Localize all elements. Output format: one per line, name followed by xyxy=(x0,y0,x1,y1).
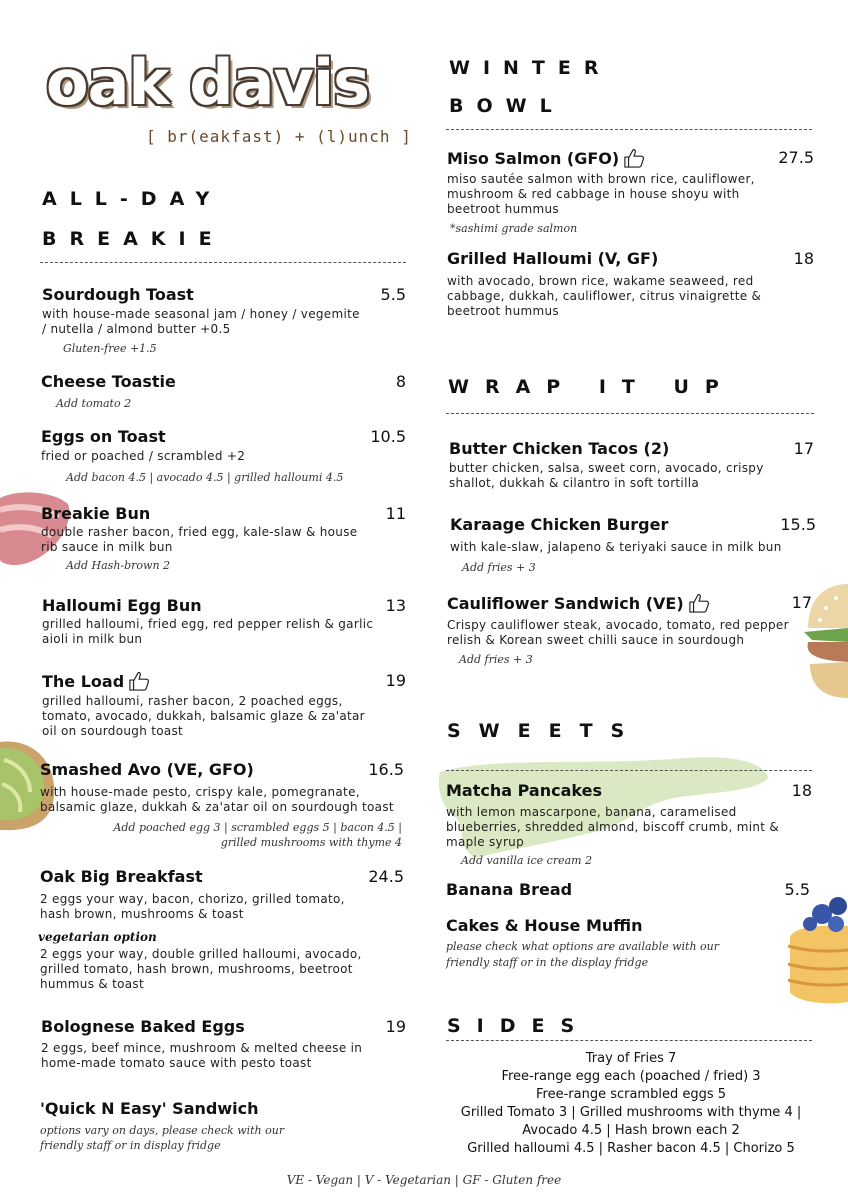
item-note: Add poached egg 3 | scrambled eggs 5 | bacon 4.5 | xyxy=(113,821,402,834)
item-description: mushroom & red cabbage in house shoyu with xyxy=(447,187,740,201)
vegetarian-option-label: vegetarian option xyxy=(38,930,157,944)
item-description: / nutella / almond butter +0.5 xyxy=(42,322,231,336)
section-divider xyxy=(446,129,812,130)
sides-line: Grilled halloumi 4.5 | Rasher bacon 4.5 | Chorizo 5 xyxy=(467,1141,795,1156)
thumbs-up-icon xyxy=(128,671,150,691)
section-divider xyxy=(40,262,406,263)
item-price: 16.5 xyxy=(368,760,404,779)
item-description: cabbage, dukkah, cauliflower, citrus vinaigrette & xyxy=(447,289,762,303)
item-name: Bolognese Baked Eggs xyxy=(41,1017,245,1036)
item-name: Miso Salmon (GFO) xyxy=(447,149,620,168)
item-description: with lemon mascarpone, banana, caramelised xyxy=(446,805,737,819)
item-description: 2 eggs your way, bacon, chorizo, grilled tomato, xyxy=(40,892,345,906)
item-description: balsamic glaze, dukkah & za'atar oil on sourdough toast xyxy=(40,800,394,814)
section-winter-title-line2: BOWL xyxy=(449,95,565,117)
sides-line: Free-range egg each (poached / fried) 3 xyxy=(501,1069,761,1084)
item-name: Matcha Pancakes xyxy=(446,781,602,800)
section-winter-title-line1: WINTER xyxy=(449,57,612,79)
item-note: Add Hash-brown 2 xyxy=(66,559,171,572)
item-name: Banana Bread xyxy=(446,880,573,899)
item-price: 24.5 xyxy=(368,867,404,886)
item-description: fried or poached / scrambled +2 xyxy=(41,449,246,463)
item-name: Smashed Avo (VE, GFO) xyxy=(40,760,254,779)
item-description: beetroot hummus xyxy=(447,304,559,318)
item-description: butter chicken, salsa, sweet corn, avocado, crispy xyxy=(449,461,764,475)
section-divider xyxy=(446,770,812,771)
item-name: Grilled Halloumi (V, GF) xyxy=(447,249,659,268)
item-description: with house-made seasonal jam / honey / vegemite xyxy=(42,307,360,321)
thumbs-up-icon xyxy=(623,148,645,168)
section-divider xyxy=(446,413,814,414)
item-name-load xyxy=(42,671,150,691)
sides-line: Free-range scrambled eggs 5 xyxy=(535,1087,727,1102)
item-name: 'Quick N Easy' Sandwich xyxy=(40,1099,259,1118)
item-price: 13 xyxy=(385,596,406,615)
section-breakie-title-line1: ALL-DAY xyxy=(42,188,223,210)
item-note: Gluten-free +1.5 xyxy=(63,342,157,355)
item-description: 2 eggs your way, double grilled halloumi, avocado, xyxy=(40,947,362,961)
item-name: Cheese Toastie xyxy=(41,372,176,391)
item-price: 10.5 xyxy=(370,427,406,446)
sides-line: Grilled Tomato 3 | Grilled mushrooms with thyme 4 | xyxy=(460,1105,802,1120)
item-name: Butter Chicken Tacos (2) xyxy=(449,439,670,458)
item-price: 8 xyxy=(395,372,406,391)
item-description: hummus & toast xyxy=(40,977,144,991)
item-description: with avocado, brown rice, wakame seaweed, red xyxy=(447,274,754,288)
item-name: Sourdough Toast xyxy=(42,285,194,304)
thumbs-up-icon xyxy=(688,593,710,613)
brand-tagline: [ br(eakfast) + (l)unch ] xyxy=(146,127,412,146)
item-price: 5.5 xyxy=(380,285,406,304)
item-note: grilled mushrooms with thyme 4 xyxy=(220,836,402,849)
item-name: Oak Big Breakfast xyxy=(40,867,203,886)
item-note: *sashimi grade salmon xyxy=(450,222,578,235)
item-price: 18 xyxy=(793,249,814,268)
item-price: 5.5 xyxy=(784,880,810,899)
section-breakie-title-line2: BREAKIE xyxy=(42,228,225,250)
brand-logo: oak davis xyxy=(46,46,370,119)
item-description: rib sauce in milk bun xyxy=(41,540,173,554)
item-description: maple syrup xyxy=(446,835,525,849)
item-note: Add fries + 3 xyxy=(459,653,533,666)
item-description: shallot, dukkah & cilantro in soft tortilla xyxy=(449,476,699,490)
item-price: 15.5 xyxy=(780,515,816,534)
item-description: miso sautée salmon with brown rice, cauliflower, xyxy=(447,172,755,186)
sides-line: Tray of Fries 7 xyxy=(585,1051,677,1066)
item-note: Add vanilla ice cream 2 xyxy=(461,854,593,867)
item-note: Add fries + 3 xyxy=(462,561,536,574)
item-description: 2 eggs, beef mince, mushroom & melted cheese in xyxy=(41,1041,363,1055)
sides-line: Avocado 4.5 | Hash brown each 2 xyxy=(522,1123,740,1138)
pancakes-image xyxy=(780,880,848,1008)
item-note: options vary on days, please check with our xyxy=(40,1124,285,1137)
item-price: 19 xyxy=(385,1017,406,1036)
item-name: Karaage Chicken Burger xyxy=(450,515,669,534)
item-name: Halloumi Egg Bun xyxy=(42,596,202,615)
item-price: 18 xyxy=(791,781,812,800)
item-name: Cauliflower Sandwich (VE) xyxy=(447,594,684,613)
item-description: relish & Korean sweet chilli sauce in sourdough xyxy=(447,633,745,647)
item-note: Add tomato 2 xyxy=(56,397,132,410)
item-description: with kale-slaw, jalapeno & teriyaki sauce in milk bun xyxy=(450,540,782,554)
item-note: friendly staff or in display fridge xyxy=(40,1139,221,1152)
item-description: double rasher bacon, fried egg, kale-slaw & house xyxy=(41,525,358,539)
dietary-legend: VE - Vegan | V - Vegetarian | GF - Gluten free xyxy=(286,1173,562,1187)
item-description: grilled halloumi, fried egg, red pepper relish & garlic xyxy=(42,617,374,631)
item-description: blueberries, shredded almond, biscoff crumb, mint & xyxy=(446,820,780,834)
item-description: home-made tomato sauce with pesto toast xyxy=(41,1056,312,1070)
item-price: 17 xyxy=(791,593,812,612)
item-description: grilled tomato, hash brown, mushrooms, beetroot xyxy=(40,962,353,976)
item-name-salmon xyxy=(447,148,645,168)
section-divider xyxy=(446,1040,812,1041)
sides-list xyxy=(436,1050,826,1158)
item-price: 19 xyxy=(385,671,406,690)
item-price: 17 xyxy=(793,439,814,458)
item-note: please check what options are available with our xyxy=(446,940,719,953)
section-wrap-title: WRAP IT UP xyxy=(448,376,735,398)
section-sweets-title: SWEETS xyxy=(447,720,643,742)
item-description: oil on sourdough toast xyxy=(42,724,184,738)
item-description: with house-made pesto, crispy kale, pomegranate, xyxy=(40,785,360,799)
item-description: aioli in milk bun xyxy=(42,632,143,646)
item-price: 11 xyxy=(385,504,406,523)
item-description: beetroot hummus xyxy=(447,202,559,216)
item-name: Cakes & House Muffin xyxy=(446,916,643,935)
item-description: tomato, avocado, dukkah, balsamic glaze & za'atar xyxy=(42,709,365,723)
item-description: hash brown, mushrooms & toast xyxy=(40,907,244,921)
item-name: Eggs on Toast xyxy=(41,427,166,446)
item-description: Crispy cauliflower steak, avocado, tomato, red pepper xyxy=(447,618,789,632)
item-price: 27.5 xyxy=(778,148,814,167)
item-name: Breakie Bun xyxy=(41,504,151,523)
item-name: The Load xyxy=(42,672,125,691)
section-sides-title: SIDES xyxy=(447,1015,591,1037)
item-note: Add bacon 4.5 | avocado 4.5 | grilled halloumi 4.5 xyxy=(66,471,344,484)
item-note: friendly staff or in the display fridge xyxy=(446,956,649,969)
item-description: grilled halloumi, rasher bacon, 2 poached eggs, xyxy=(42,694,343,708)
item-name-cauliflower xyxy=(447,593,710,613)
